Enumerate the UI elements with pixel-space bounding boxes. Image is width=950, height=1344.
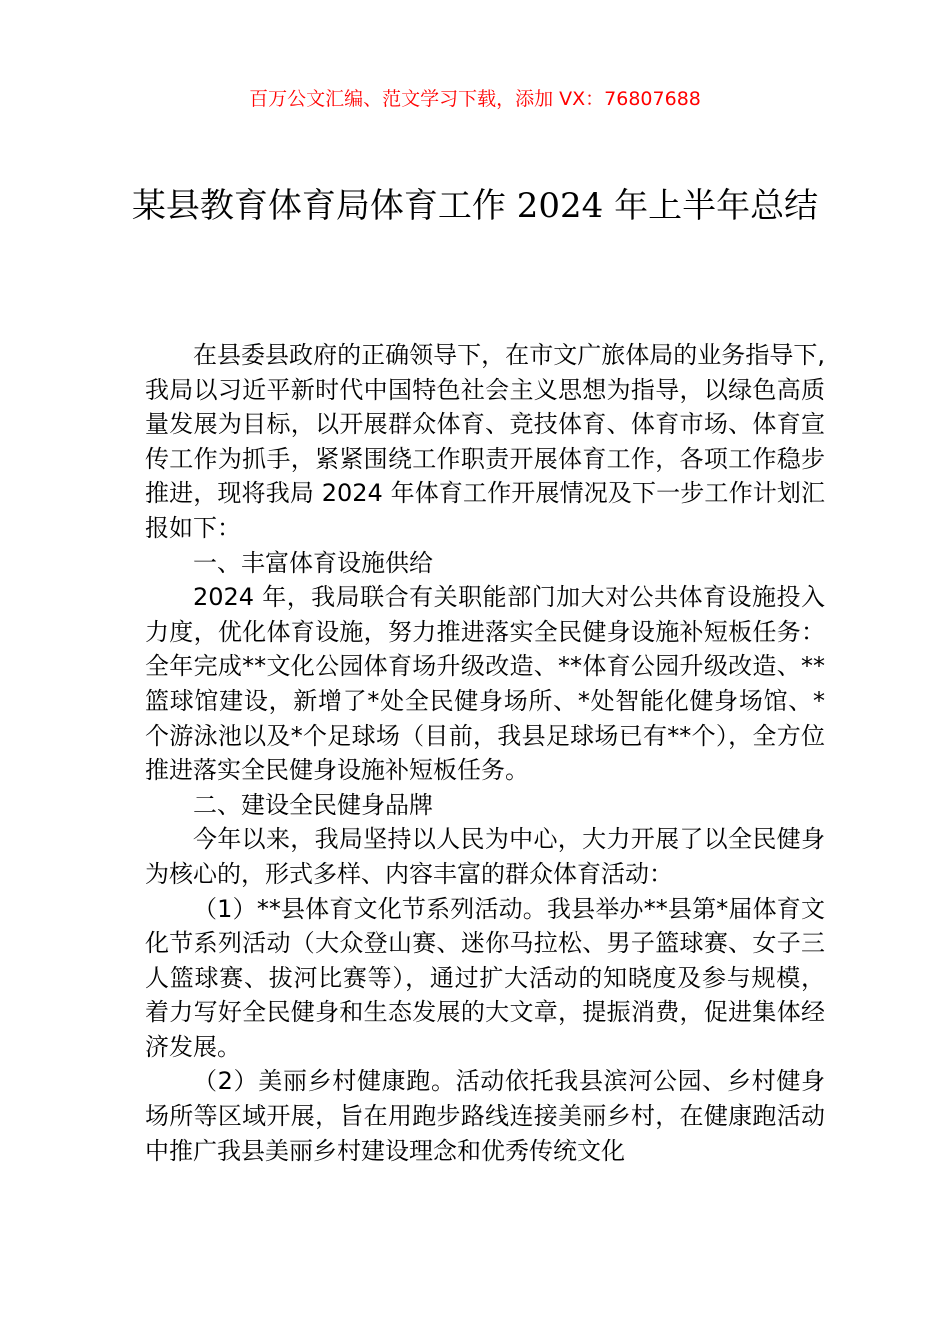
document-body bbox=[145, 338, 825, 1168]
promo-header: 百万公文汇编、范文学习下载，添加 VX：76807688 bbox=[249, 88, 701, 110]
section-2-item-1: （1）**县体育文化节系列活动。我县举办**县第*届体育文化节系列活动（大众登山赛、迷你马拉松、男子篮球赛、女子三人篮球赛、拔河比赛等），通过扩大活动的知晓度及参与规模，着力写好全民健身和生态发展的大文章，提振消费，促进集体经济发展。 bbox=[145, 894, 825, 1061]
intro-paragraph: 在县委县政府的正确领导下，在市文广旅体局的业务指导下,我局以习近平新时代中国特色社会主义思想为指导，以绿色高质量发展为目标，以开展群众体育、竞技体育、体育市场、体育宣传工作为抓手，紧紧围绕工作职责开展体育工作，各项工作稳步推进，现将我局 2024 年体育工作开展情况及下一步工作计划汇报如下： bbox=[145, 341, 825, 542]
document-title: 某县教育体育局体育工作 2024 年上半年总结 bbox=[131, 186, 819, 226]
section-1-paragraph: 2024 年，我局联合有关职能部门加大对公共体育设施投入力度，优化体育设施，努力推进落实全民健身设施补短板任务：全年完成**文化公园体育场升级改造、**体育公园升级改造、**篮球馆建设，新增了*处全民健身场所、*处智能化健身场馆、*个游泳池以及*个足球场（目前，我县足球场已有**个），全方位推进落实全民健身设施补短板任务。 bbox=[145, 583, 825, 785]
section-2-item-2: （2）美丽乡村健康跑。活动依托我县滨河公园、乡村健身场所等区域开展，旨在用跑步路线连接美丽乡村，在健康跑活动中推广我县美丽乡村建设理念和优秀传统文化 bbox=[145, 1067, 825, 1165]
section-2-intro: 今年以来，我局坚持以人民为中心，大力开展了以全民健身为核心的，形式多样、内容丰富的群众体育活动： bbox=[145, 825, 825, 888]
section-heading-1: 一、丰富体育设施供给 bbox=[193, 548, 433, 577]
section-heading-2: 二、建设全民健身品牌 bbox=[193, 790, 433, 819]
